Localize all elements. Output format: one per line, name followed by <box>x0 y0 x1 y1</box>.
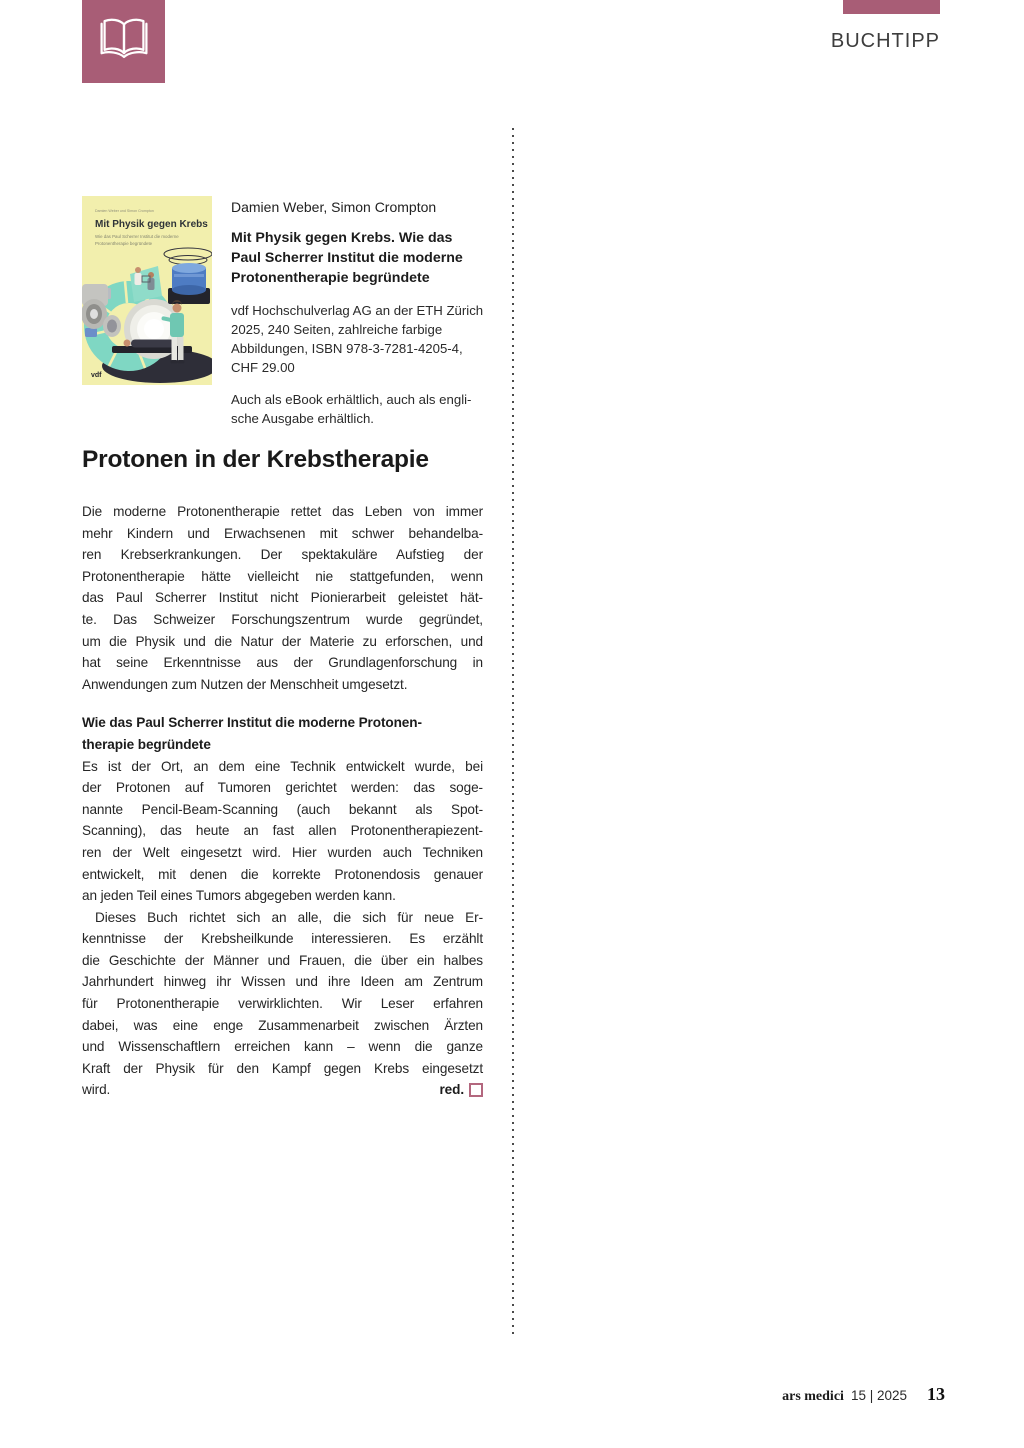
book-title: Mit Physik gegen Krebs. Wie das Paul Scherrer Institut die moderne Protonentherapie begründete <box>231 230 463 286</box>
cover-title: Mit Physik gegen Krebs <box>95 219 208 230</box>
book-cover <box>82 196 212 385</box>
book-publisher-details: vdf Hochschulverlag AG an der ETH Zürich 2025, 240 Seiten, zahlreiche farbige Abbildungen, ISBN 978-3-7281-4205-4, CHF 29.00 <box>231 303 484 375</box>
article-subheading: Wie das Paul Scherrer Institut die moderne Protonen- therapie begründete <box>82 715 422 752</box>
article-paragraph-1: Die moderne Protonentherapie rettet das Leben von immer mehr Kindern und Erwachsenen mit schwer behandelba- ren Krebserkrankungen. Der spektakuläre Aufstieg der Protonentherapie hätte vielleicht nie stattgefunden, wenn das Paul Scherrer Institut nicht Pionierarbeit geleistet hät- te. Das Schweizer Forschungszentrum wurde gegründet, um die Physik und die Natur der Materie zu erforschen, und hat seine Erkenntnisse aus der Grundlagenforschung in Anwendungen zum Nutzen der Menschheit umgesetzt. <box>82 504 483 692</box>
cover-author-line: Damien Weber und Simon Crompton <box>95 209 154 213</box>
section-label: BUCHTIPP <box>830 30 940 52</box>
column-divider <box>512 128 514 1335</box>
book-availability-note: Auch als eBook erhältlich, auch als engli- sche Ausgabe erhältlich. <box>231 392 472 426</box>
open-book-icon <box>93 14 155 70</box>
book-authors: Damien Weber, Simon Crompton <box>231 199 437 215</box>
page-number: 13 <box>927 1384 945 1404</box>
article-paragraph-3: Dieses Buch richtet sich an alle, die sich für neue Er- kenntnisse der Krebsheilkunde interessieren. Es erzählt die Geschichte der Männer und Frauen, die über ein halbes Jahrhundert hinweg ihr Wissen und ihre Ideen am Zentrum für Protonentherapie verwirklichten. Wir Leser erfahren dabei, was eine enge Zusammenarbeit zwischen Ärzten und Wissenschaftlern erreichen kann – wenn die ganze Kraft der Physik für den Kampf gegen Krebs eingesetzt <box>82 909 483 1076</box>
author-signature: red. <box>439 1082 464 1098</box>
cover-subtitle-line2: Protonentherapie begründete <box>95 241 153 246</box>
closing-text: wird. <box>82 1082 111 1098</box>
article-paragraph-2: Es ist der Ort, an dem eine Technik entwickelt wurde, bei der Protonen auf Tumoren gerichtet werden: das soge- nannte Pencil-Beam-Scanning (auch bekannt als Spot- Scanning), das heute an fast allen Protonentherapiezent- ren der Welt eingesetzt wird. Hier wurden auch Techniken entwickelt, mit denen die korrekte Protonendosis genauer an jeden Teil eines Tumors abgegeben werden kann. <box>82 758 483 904</box>
book-info-block <box>231 199 486 428</box>
accent-bar <box>843 0 940 14</box>
page-footer <box>782 1384 945 1405</box>
journal-name: ars medici <box>782 1389 844 1404</box>
article-closing-line <box>82 1079 483 1101</box>
cover-publisher-logo: vdf <box>91 372 102 379</box>
issue-number: 15 | 2025 <box>850 1388 907 1403</box>
book-badge <box>82 0 165 83</box>
article-headline: Protonen in der Krebstherapie <box>82 446 429 473</box>
article-body <box>82 501 483 1101</box>
cover-subtitle-line1: Wie das Paul Scherrer Institut die moderne <box>95 234 179 239</box>
end-of-article-square-icon <box>469 1083 483 1097</box>
